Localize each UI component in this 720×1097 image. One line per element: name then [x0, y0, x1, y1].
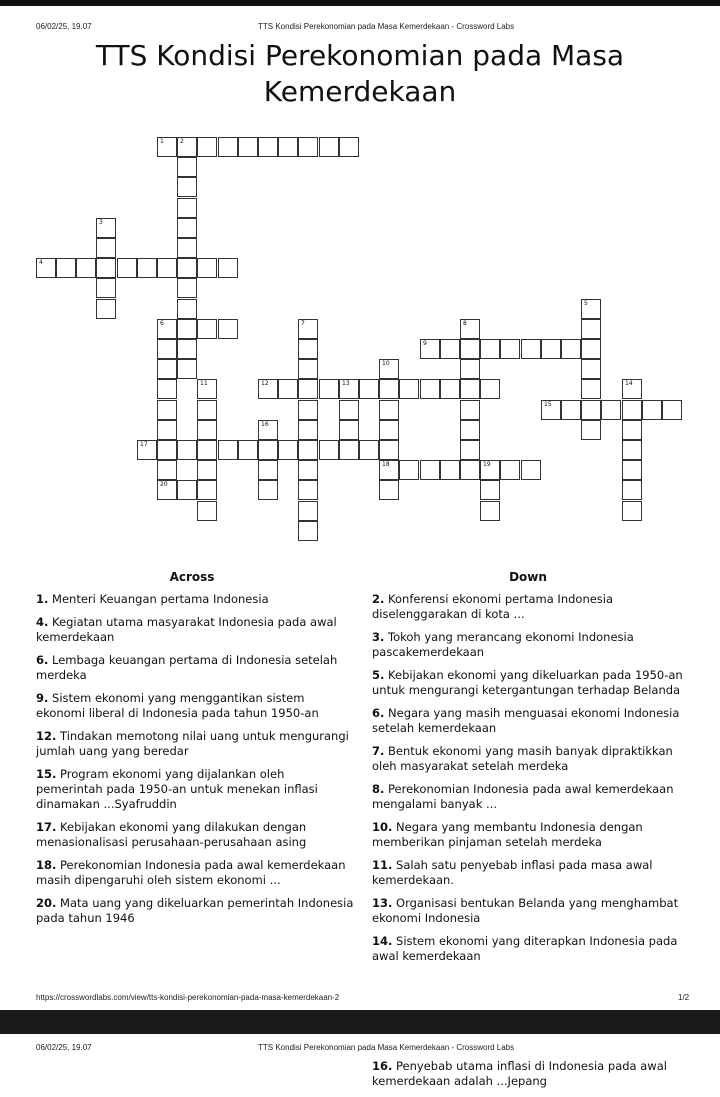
crossword-cell[interactable] [581, 400, 601, 420]
cell-number: 19 [483, 461, 491, 468]
clue-number: 15. [36, 767, 57, 781]
crossword-cell[interactable] [298, 480, 318, 500]
across-clue [36, 653, 354, 683]
clue-number: 12. [36, 729, 57, 743]
crossword-cell[interactable] [218, 258, 238, 278]
clue-number: 6. [36, 653, 49, 667]
crossword-cell[interactable] [238, 137, 258, 157]
clue-number: 17. [36, 820, 57, 834]
crossword-cell[interactable] [258, 379, 278, 399]
clue-text: Negara yang membantu Indonesia dengan memberikan pinjaman setelah merdeka [372, 820, 643, 849]
crossword-cell[interactable] [319, 379, 339, 399]
crossword-cell[interactable] [258, 137, 278, 157]
crossword-cell[interactable] [298, 440, 318, 460]
clue-text: Negara yang masih menguasai ekonomi Indonesia setelah kemerdekaan [372, 706, 680, 735]
crossword-cell[interactable] [197, 440, 217, 460]
cell-number: 10 [382, 360, 390, 367]
crossword-cell[interactable] [379, 420, 399, 440]
crossword-cell[interactable] [177, 299, 197, 319]
crossword-cell[interactable] [157, 359, 177, 379]
clue-text: Menteri Keuangan pertama Indonesia [52, 592, 269, 606]
down-clue [372, 706, 690, 736]
across-clue [36, 592, 354, 607]
crossword-cell[interactable] [238, 440, 258, 460]
crossword-cell[interactable] [399, 379, 419, 399]
cell-number: 15 [544, 401, 552, 408]
crossword-cell[interactable] [500, 339, 520, 359]
clue-number: 8. [372, 782, 385, 796]
clue-number: 10. [372, 820, 393, 834]
down-clue [372, 934, 690, 964]
crossword-cell[interactable] [420, 379, 440, 399]
crossword-cell[interactable] [622, 501, 642, 521]
crossword-cell[interactable] [622, 460, 642, 480]
crossword-cell[interactable] [298, 339, 318, 359]
crossword-cell[interactable] [157, 319, 177, 339]
crossword-cell[interactable] [581, 379, 601, 399]
down-clue [372, 668, 690, 698]
crossword-cell[interactable] [581, 359, 601, 379]
crossword-cell[interactable] [480, 379, 500, 399]
crossword-cell[interactable] [177, 319, 197, 339]
down-clue [372, 630, 690, 660]
crossword-cell[interactable] [298, 400, 318, 420]
crossword-cell[interactable] [197, 258, 217, 278]
cell-number: 8 [463, 320, 467, 327]
crossword-cell[interactable] [359, 440, 379, 460]
clue-text: Sistem ekonomi yang diterapkan Indonesia pada awal kemerdekaan [372, 934, 678, 963]
crossword-cell[interactable] [177, 218, 197, 238]
crossword-cell[interactable] [218, 440, 238, 460]
crossword-cell[interactable] [420, 460, 440, 480]
clue-number: 1. [36, 592, 49, 606]
crossword-cell[interactable] [137, 440, 157, 460]
crossword-cell[interactable] [339, 420, 359, 440]
page-break-bar [0, 1010, 720, 1034]
down-clue-list-page2 [372, 1059, 690, 1097]
crossword-cell[interactable] [339, 440, 359, 460]
cell-number: 20 [160, 481, 168, 488]
crossword-cell[interactable] [642, 400, 662, 420]
crossword-cell[interactable] [177, 339, 197, 359]
crossword-cell[interactable] [298, 420, 318, 440]
crossword-cell[interactable] [298, 359, 318, 379]
clue-text: Program ekonomi yang dijalankan oleh pemerintah pada 1950-an untuk menekan inflasi dinamakan ...Syafruddin [36, 767, 318, 811]
cell-number: 1 [160, 138, 164, 145]
crossword-cell[interactable] [96, 278, 116, 298]
clue-number: 11. [372, 858, 393, 872]
page-title-line-2: Kemerdekaan [263, 75, 457, 108]
crossword-cell[interactable] [662, 400, 682, 420]
crossword-cell[interactable] [258, 440, 278, 460]
print-header-date-page2: 06/02/25, 19.07 [36, 1043, 92, 1052]
clue-text: Organisasi bentukan Belanda yang menghambat ekonomi Indonesia [372, 896, 679, 925]
crossword-cell[interactable] [541, 339, 561, 359]
crossword-cell[interactable] [157, 440, 177, 460]
crossword-cell[interactable] [197, 379, 217, 399]
crossword-cell[interactable] [197, 137, 217, 157]
cell-number: 17 [140, 441, 148, 448]
crossword-cell[interactable] [440, 460, 460, 480]
crossword-cell[interactable] [440, 339, 460, 359]
crossword-cell[interactable] [339, 400, 359, 420]
crossword-cell[interactable] [379, 440, 399, 460]
crossword-cell[interactable] [420, 339, 440, 359]
clue-text: Tindakan memotong nilai uang untuk mengurangi jumlah uang yang beredar [36, 729, 349, 758]
crossword-cell[interactable] [379, 379, 399, 399]
crossword-cell[interactable] [157, 420, 177, 440]
crossword-cell[interactable] [177, 278, 197, 298]
clue-text: Sistem ekonomi yang menggantikan sistem ekonomi liberal di Indonesia pada tahun 1950-an [36, 691, 319, 720]
crossword-cell[interactable] [460, 339, 480, 359]
print-header-date: 06/02/25, 19.07 [36, 22, 92, 31]
down-clue [372, 744, 690, 774]
print-header-title: TTS Kondisi Perekonomian pada Masa Kemerdekaan - Crossword Labs [258, 22, 515, 31]
crossword-cell[interactable] [177, 258, 197, 278]
crossword-cell[interactable] [339, 137, 359, 157]
crossword-cell[interactable] [258, 480, 278, 500]
crossword-cell[interactable] [460, 379, 480, 399]
crossword-cell[interactable] [197, 400, 217, 420]
clue-text: Bentuk ekonomi yang masih banyak dipraktikkan oleh masyarakat setelah merdeka [372, 744, 673, 773]
crossword-cell[interactable] [460, 460, 480, 480]
crossword-cell[interactable] [197, 460, 217, 480]
crossword-cell[interactable] [177, 198, 197, 218]
clue-text: Perekonomian Indonesia pada awal kemerdekaan masih dipengaruhi oleh sistem ekonomi ... [36, 858, 346, 887]
crossword-cell[interactable] [298, 460, 318, 480]
crossword-cell[interactable] [581, 319, 601, 339]
crossword-cell[interactable] [561, 400, 581, 420]
cell-number: 6 [160, 320, 164, 327]
crossword-cell[interactable] [359, 379, 379, 399]
cell-number: 9 [423, 340, 427, 347]
crossword-cell[interactable] [480, 339, 500, 359]
crossword-cell[interactable] [601, 400, 621, 420]
clue-number: 4. [36, 615, 49, 629]
crossword-cell[interactable] [157, 480, 177, 500]
crossword-cell[interactable] [177, 359, 197, 379]
crossword-cell[interactable] [460, 359, 480, 379]
crossword-cell[interactable] [521, 460, 541, 480]
crossword-cell[interactable] [460, 420, 480, 440]
clue-number: 5. [372, 668, 385, 682]
cell-number: 14 [625, 380, 633, 387]
across-clue [36, 858, 354, 888]
crossword-cell[interactable] [56, 258, 76, 278]
crossword-cell[interactable] [460, 440, 480, 460]
clue-text: Konferensi ekonomi pertama Indonesia diselenggarakan di kota ... [372, 592, 614, 621]
crossword-cell[interactable] [622, 420, 642, 440]
clue-text: Salah satu penyebab inflasi pada masa awal kemerdekaan. [372, 858, 653, 887]
clue-text: Penyebab utama inflasi di Indonesia pada awal kemerdekaan adalah ...Jepang [372, 1059, 667, 1088]
down-clue [372, 1059, 690, 1089]
crossword-cell[interactable] [379, 400, 399, 420]
crossword-cell[interactable] [157, 460, 177, 480]
crossword-cell[interactable] [177, 480, 197, 500]
crossword-cell[interactable] [197, 319, 217, 339]
clue-text: Mata uang yang dikeluarkan pemerintah Indonesia pada tahun 1946 [36, 896, 354, 925]
down-clue [372, 896, 690, 926]
crossword-cell[interactable] [319, 440, 339, 460]
crossword-cell[interactable] [157, 339, 177, 359]
clue-number: 14. [372, 934, 393, 948]
print-footer-page-number: 1/2 [678, 993, 690, 1002]
crossword-cell[interactable] [157, 379, 177, 399]
across-clue [36, 767, 354, 812]
crossword-cell[interactable] [379, 480, 399, 500]
crossword-cell[interactable] [500, 460, 520, 480]
crossword-cell[interactable] [177, 238, 197, 258]
crossword-cell[interactable] [157, 258, 177, 278]
cell-number: 11 [200, 380, 208, 387]
crossword-cell[interactable] [157, 400, 177, 420]
across-clue [36, 729, 354, 759]
cell-number: 4 [39, 259, 43, 266]
page-title-line-1: TTS Kondisi Perekonomian pada Masa [95, 39, 625, 72]
crossword-cell[interactable] [480, 501, 500, 521]
crossword-cell[interactable] [197, 501, 217, 521]
crossword-cell[interactable] [96, 238, 116, 258]
crossword-cell[interactable] [177, 177, 197, 197]
down-heading: Down [509, 570, 547, 584]
clue-number: 13. [372, 896, 393, 910]
cell-number: 7 [301, 320, 305, 327]
across-heading: Across [169, 570, 215, 584]
crossword-cell[interactable] [319, 137, 339, 157]
down-clue [372, 782, 690, 812]
crossword-cell[interactable] [581, 299, 601, 319]
across-clue [36, 615, 354, 645]
down-clue [372, 820, 690, 850]
cell-number: 16 [261, 421, 269, 428]
crossword-cell[interactable] [480, 480, 500, 500]
crossword-cell[interactable] [480, 460, 500, 480]
crossword-cell[interactable] [278, 379, 298, 399]
crossword-cell[interactable] [581, 420, 601, 440]
crossword-cell[interactable] [298, 501, 318, 521]
clue-text: Kegiatan utama masyarakat Indonesia pada awal kemerdekaan [36, 615, 337, 644]
down-clue [372, 858, 690, 888]
clue-text: Tokoh yang merancang ekonomi Indonesia pascakemerdekaan [372, 630, 634, 659]
crossword-cell[interactable] [298, 379, 318, 399]
crossword-cell[interactable] [96, 218, 116, 238]
crossword-cell[interactable] [278, 137, 298, 157]
print-footer-url: https://crosswordlabs.com/view/tts-kondisi-perekonomian-pada-masa-kemerdekaan-2 [36, 993, 340, 1002]
crossword-cell[interactable] [197, 480, 217, 500]
cell-number: 3 [99, 219, 103, 226]
crossword-cell[interactable] [177, 440, 197, 460]
crossword-cell[interactable] [117, 258, 137, 278]
crossword-cell[interactable] [581, 339, 601, 359]
across-clue [36, 896, 354, 926]
crossword-cell[interactable] [460, 400, 480, 420]
crossword-cell[interactable] [258, 460, 278, 480]
crossword-cell[interactable] [258, 420, 278, 440]
crossword-cell[interactable] [218, 137, 238, 157]
crossword-cell[interactable] [622, 379, 642, 399]
across-clue [36, 820, 354, 850]
crossword-cell[interactable] [339, 379, 359, 399]
cell-number: 2 [180, 138, 184, 145]
crossword-cell[interactable] [521, 339, 541, 359]
crossword-cell[interactable] [76, 258, 96, 278]
crossword-cell[interactable] [218, 319, 238, 339]
crossword-cell[interactable] [177, 137, 197, 157]
crossword-cell[interactable] [561, 339, 581, 359]
clue-number: 16. [372, 1059, 393, 1073]
clue-number: 3. [372, 630, 385, 644]
crossword-cell[interactable] [137, 258, 157, 278]
clue-text: Lembaga keuangan pertama di Indonesia setelah merdeka [36, 653, 338, 682]
clue-number: 18. [36, 858, 57, 872]
cell-number: 5 [584, 300, 588, 307]
crossword-cell[interactable] [298, 521, 318, 541]
crossword-cell[interactable] [177, 157, 197, 177]
across-clue-list [36, 592, 354, 934]
crossword-cell[interactable] [96, 299, 116, 319]
crossword-cell[interactable] [96, 258, 116, 278]
crossword-cell[interactable] [278, 440, 298, 460]
crossword-cell[interactable] [298, 137, 318, 157]
cell-number: 12 [261, 380, 269, 387]
down-clue [372, 592, 690, 622]
crossword-cell[interactable] [298, 319, 318, 339]
clue-number: 7. [372, 744, 385, 758]
crossword-cell[interactable] [197, 420, 217, 440]
print-header-title-page2: TTS Kondisi Perekonomian pada Masa Kemerdekaan - Crossword Labs [258, 1043, 515, 1052]
crossword-cell[interactable] [157, 137, 177, 157]
crossword-cell[interactable] [379, 359, 399, 379]
crossword-cell[interactable] [541, 400, 561, 420]
clue-number: 20. [36, 896, 57, 910]
clue-number: 6. [372, 706, 385, 720]
cell-number: 18 [382, 461, 390, 468]
clue-number: 2. [372, 592, 385, 606]
crossword-cell[interactable] [622, 480, 642, 500]
crossword-cell[interactable] [36, 258, 56, 278]
clue-text: Kebijakan ekonomi yang dilakukan dengan menasionalisasi perusahaan-perusahaan asing [36, 820, 307, 849]
clue-text: Kebijakan ekonomi yang dikeluarkan pada 1950-an untuk mengurangi ketergantungan terhadap Belanda [372, 668, 683, 697]
crossword-cell[interactable] [460, 319, 480, 339]
clue-number: 9. [36, 691, 49, 705]
across-clue [36, 691, 354, 721]
crossword-cell[interactable] [399, 460, 419, 480]
crossword-cell[interactable] [379, 460, 399, 480]
crossword-cell[interactable] [440, 379, 460, 399]
crossword-cell[interactable] [622, 400, 642, 420]
clue-text: Perekonomian Indonesia pada awal kemerdekaan mengalami banyak ... [372, 782, 674, 811]
cell-number: 13 [342, 380, 350, 387]
crossword-cell[interactable] [622, 440, 642, 460]
down-clue-list [372, 592, 690, 972]
